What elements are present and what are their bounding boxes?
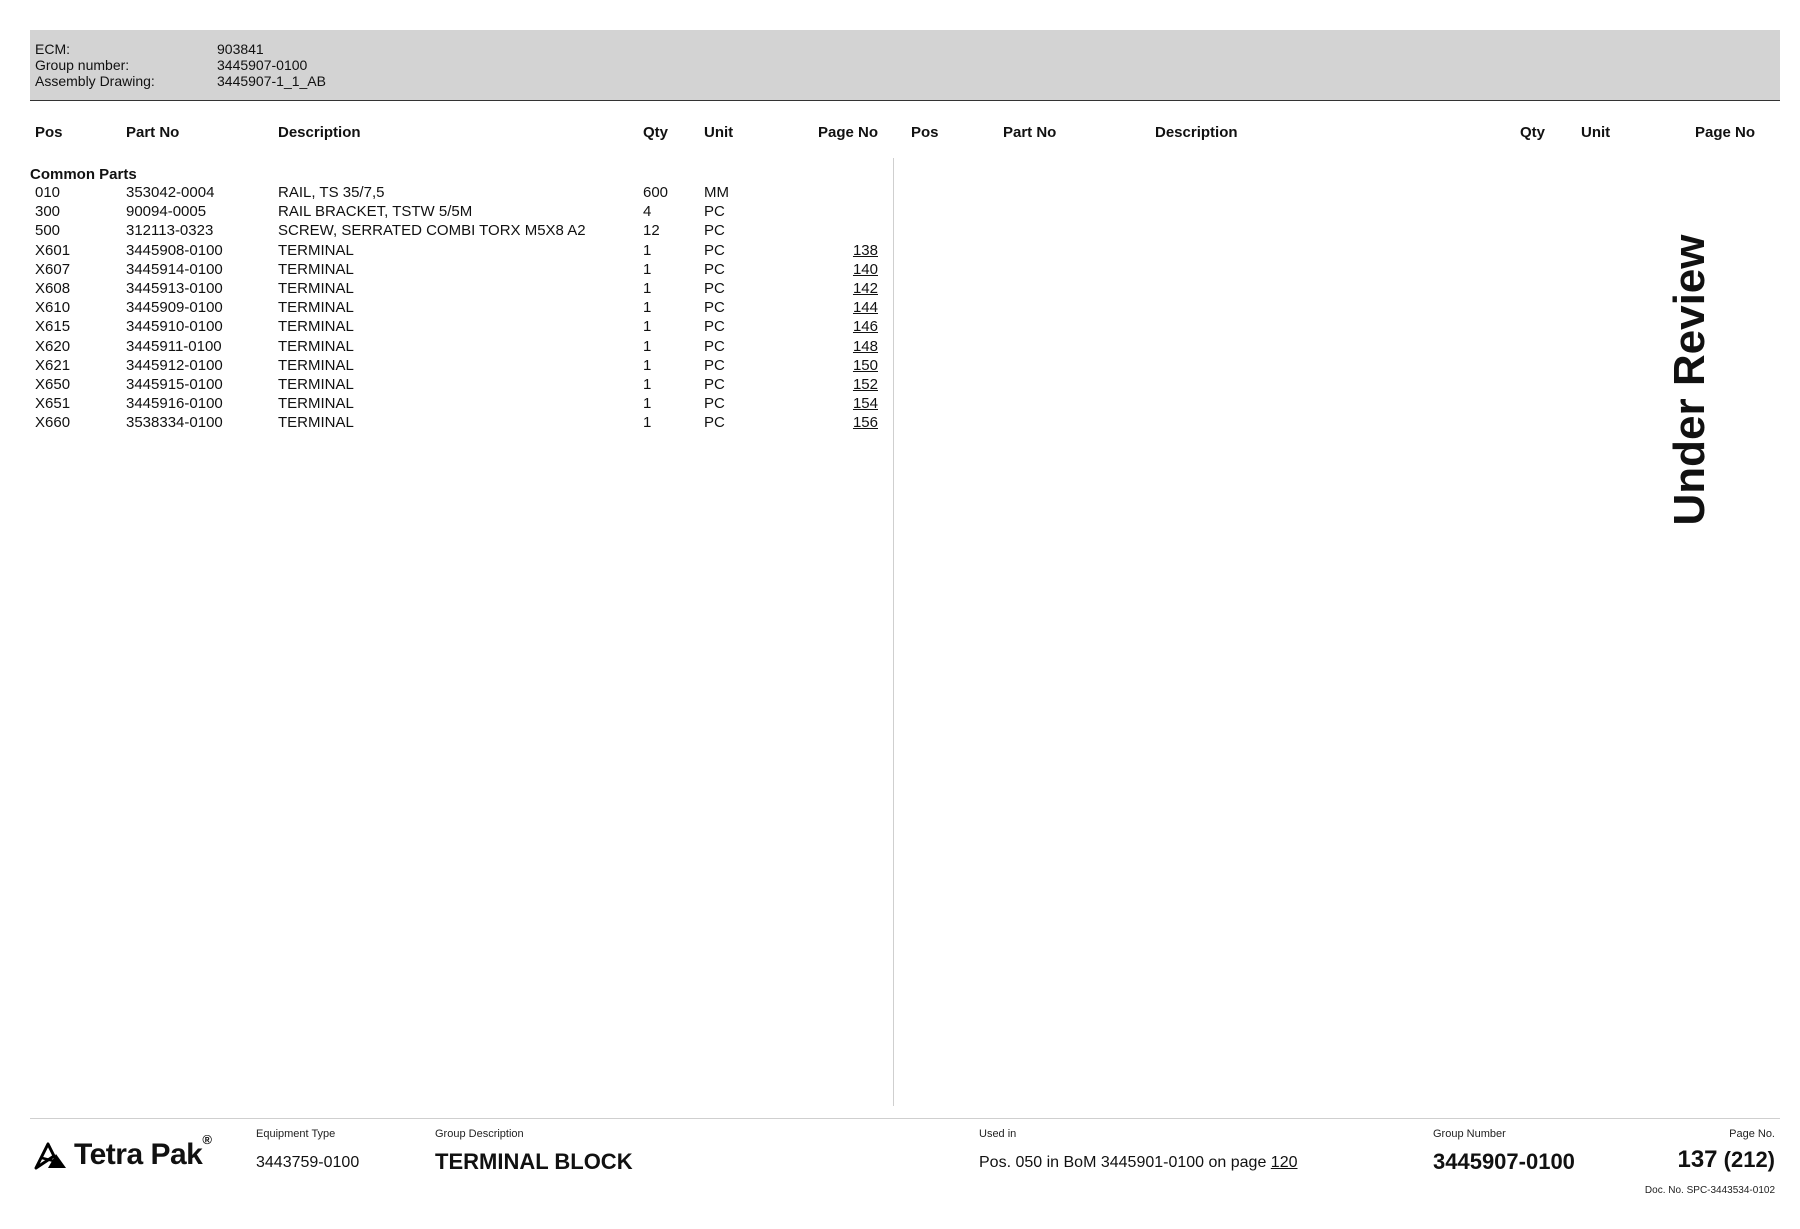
row-qty: 1 — [643, 376, 652, 393]
ecm-value: 903841 — [217, 41, 264, 57]
column-divider — [893, 158, 894, 1106]
row-unit: PC — [704, 356, 725, 374]
table-row — [0, 337, 893, 356]
row-part-no: 3445912-0100 — [126, 356, 223, 374]
row-pos: X607 — [35, 260, 71, 278]
row-pos: X610 — [35, 299, 71, 317]
row-description: TERMINAL — [278, 280, 354, 297]
group-number-value: 3445907-0100 — [217, 57, 308, 73]
assembly-drawing-label: Assembly Drawing: — [35, 73, 155, 89]
col-head-part-right: Part No — [1003, 124, 1057, 141]
footer-divider — [30, 1118, 1780, 1119]
ecm-label: ECM: — [35, 41, 70, 57]
row-description: TERMINAL — [278, 376, 354, 393]
page-no-value: 137 (212) — [1677, 1146, 1775, 1173]
col-head-qty-left: Qty — [643, 124, 669, 141]
row-qty: 1 — [643, 395, 652, 413]
watermark — [1640, 220, 1740, 540]
row-unit: PC — [704, 395, 725, 413]
table-row — [0, 202, 893, 221]
row-part-no: 3445909-0100 — [126, 299, 223, 317]
table-row — [0, 279, 893, 298]
row-part-no: 3445913-0100 — [126, 280, 223, 297]
row-unit: PC — [704, 376, 725, 393]
row-unit: PC — [704, 414, 725, 432]
row-qty: 1 — [643, 299, 652, 317]
col-head-part-left: Part No — [126, 124, 180, 141]
row-pos: 500 — [35, 222, 61, 240]
table-row — [0, 260, 893, 279]
row-part-no: 3445916-0100 — [126, 395, 223, 413]
row-description: RAIL BRACKET, TSTW 5/5M — [278, 203, 473, 221]
col-head-page-left: Page No — [817, 124, 878, 141]
row-qty: 1 — [643, 318, 652, 336]
table-row — [0, 221, 893, 240]
equipment-type-value: 3443759-0100 — [256, 1154, 360, 1171]
row-page-link[interactable]: 140 — [852, 260, 878, 278]
row-pos: X651 — [35, 395, 71, 413]
row-page-link[interactable]: 148 — [852, 337, 878, 355]
row-page-link[interactable]: 144 — [852, 299, 878, 317]
equipment-type-label: Equipment Type — [256, 1128, 336, 1140]
row-description: TERMINAL — [278, 337, 354, 355]
row-part-no: 3538334-0100 — [126, 414, 223, 432]
row-page-link[interactable]: 142 — [852, 280, 878, 297]
row-description: TERMINAL — [278, 241, 354, 259]
row-unit: PC — [704, 280, 725, 297]
row-description: TERMINAL — [278, 260, 354, 278]
row-description: TERMINAL — [278, 299, 354, 317]
row-description: TERMINAL — [278, 356, 354, 374]
col-head-unit-left: Unit — [704, 124, 734, 141]
row-description: TERMINAL — [278, 318, 354, 336]
logo-text: Tetra Pak® — [74, 1132, 212, 1171]
header-band — [30, 30, 1780, 101]
used-in-page-link[interactable]: 120 — [1270, 1154, 1298, 1171]
row-page-link[interactable]: 146 — [852, 318, 878, 336]
assembly-drawing-value: 3445907-1_1_AB — [217, 73, 326, 89]
row-pos: 010 — [35, 184, 61, 201]
doc-number: Doc. No. SPC-3443534-0102 — [1644, 1185, 1775, 1196]
row-unit: PC — [704, 337, 725, 355]
row-part-no: 3445910-0100 — [126, 318, 223, 336]
row-pos: X621 — [35, 356, 71, 374]
row-description: TERMINAL — [278, 414, 354, 432]
table-row — [0, 298, 893, 317]
row-description: SCREW, SERRATED COMBI TORX M5X8 A2 — [278, 222, 586, 240]
row-qty: 600 — [643, 184, 669, 201]
tetra-pak-logo-icon — [34, 1140, 68, 1170]
page-no-label: Page No. — [1729, 1128, 1775, 1140]
table-row — [0, 241, 893, 260]
row-qty: 1 — [643, 241, 652, 259]
row-page-link[interactable]: 150 — [852, 356, 878, 374]
row-unit: PC — [704, 260, 725, 278]
used-in-value: Pos. 050 in BoM 3445901-0100 on page 120 — [979, 1154, 1298, 1171]
row-page-link[interactable]: 152 — [852, 376, 878, 393]
row-page-link[interactable]: 154 — [852, 395, 878, 413]
group-description-label: Group Description — [435, 1128, 524, 1140]
group-number-footer-label: Group Number — [1433, 1128, 1506, 1140]
row-part-no: 353042-0004 — [126, 184, 215, 201]
row-pos: X660 — [35, 414, 71, 432]
section-title: Common Parts — [30, 166, 137, 183]
group-number-footer-value: 3445907-0100 — [1433, 1149, 1575, 1174]
row-part-no: 3445911-0100 — [126, 337, 222, 355]
table-row — [0, 317, 893, 336]
row-pos: X650 — [35, 376, 71, 393]
row-unit: MM — [704, 184, 729, 201]
watermark-text: Under Review — [1665, 234, 1714, 526]
table-row — [0, 356, 893, 375]
row-pos: 300 — [35, 203, 61, 221]
row-pos: X620 — [35, 337, 71, 355]
row-qty: 1 — [643, 356, 652, 374]
row-part-no: 90094-0005 — [126, 203, 207, 221]
used-in-label: Used in — [979, 1128, 1017, 1140]
row-qty: 4 — [643, 203, 652, 221]
group-description-value: TERMINAL BLOCK — [435, 1149, 633, 1174]
row-part-no: 3445908-0100 — [126, 241, 223, 259]
row-unit: PC — [704, 203, 725, 221]
row-qty: 12 — [643, 222, 660, 240]
col-head-qty-right: Qty — [1520, 124, 1546, 141]
col-head-pos-left: Pos — [35, 124, 63, 141]
row-pos: X615 — [35, 318, 71, 336]
row-pos: X608 — [35, 280, 71, 297]
row-qty: 1 — [643, 337, 652, 355]
row-qty: 1 — [643, 414, 652, 432]
table-row — [0, 375, 893, 394]
group-number-label: Group number: — [35, 57, 130, 73]
row-qty: 1 — [643, 260, 652, 278]
col-head-pos-right: Pos — [911, 124, 939, 141]
row-part-no: 312113-0323 — [126, 222, 214, 240]
row-page-link[interactable]: 138 — [852, 241, 878, 259]
row-qty: 1 — [643, 280, 652, 297]
row-part-no: 3445915-0100 — [126, 376, 223, 393]
row-description: TERMINAL — [278, 395, 354, 413]
col-head-desc-left: Description — [278, 124, 361, 141]
row-unit: PC — [704, 299, 725, 317]
col-head-unit-right: Unit — [1581, 124, 1611, 141]
col-head-desc-right: Description — [1155, 124, 1238, 141]
row-unit: PC — [704, 318, 725, 336]
row-unit: PC — [704, 241, 725, 259]
row-page-link[interactable]: 156 — [852, 414, 878, 432]
row-description: RAIL, TS 35/7,5 — [278, 184, 385, 201]
tetra-pak-logo — [34, 1132, 212, 1172]
row-part-no: 3445914-0100 — [126, 260, 223, 278]
row-unit: PC — [704, 222, 725, 240]
table-row — [0, 394, 893, 413]
table-row — [0, 183, 893, 202]
col-head-page-right: Page No — [1694, 124, 1755, 141]
table-row — [0, 413, 893, 432]
row-pos: X601 — [35, 241, 71, 259]
